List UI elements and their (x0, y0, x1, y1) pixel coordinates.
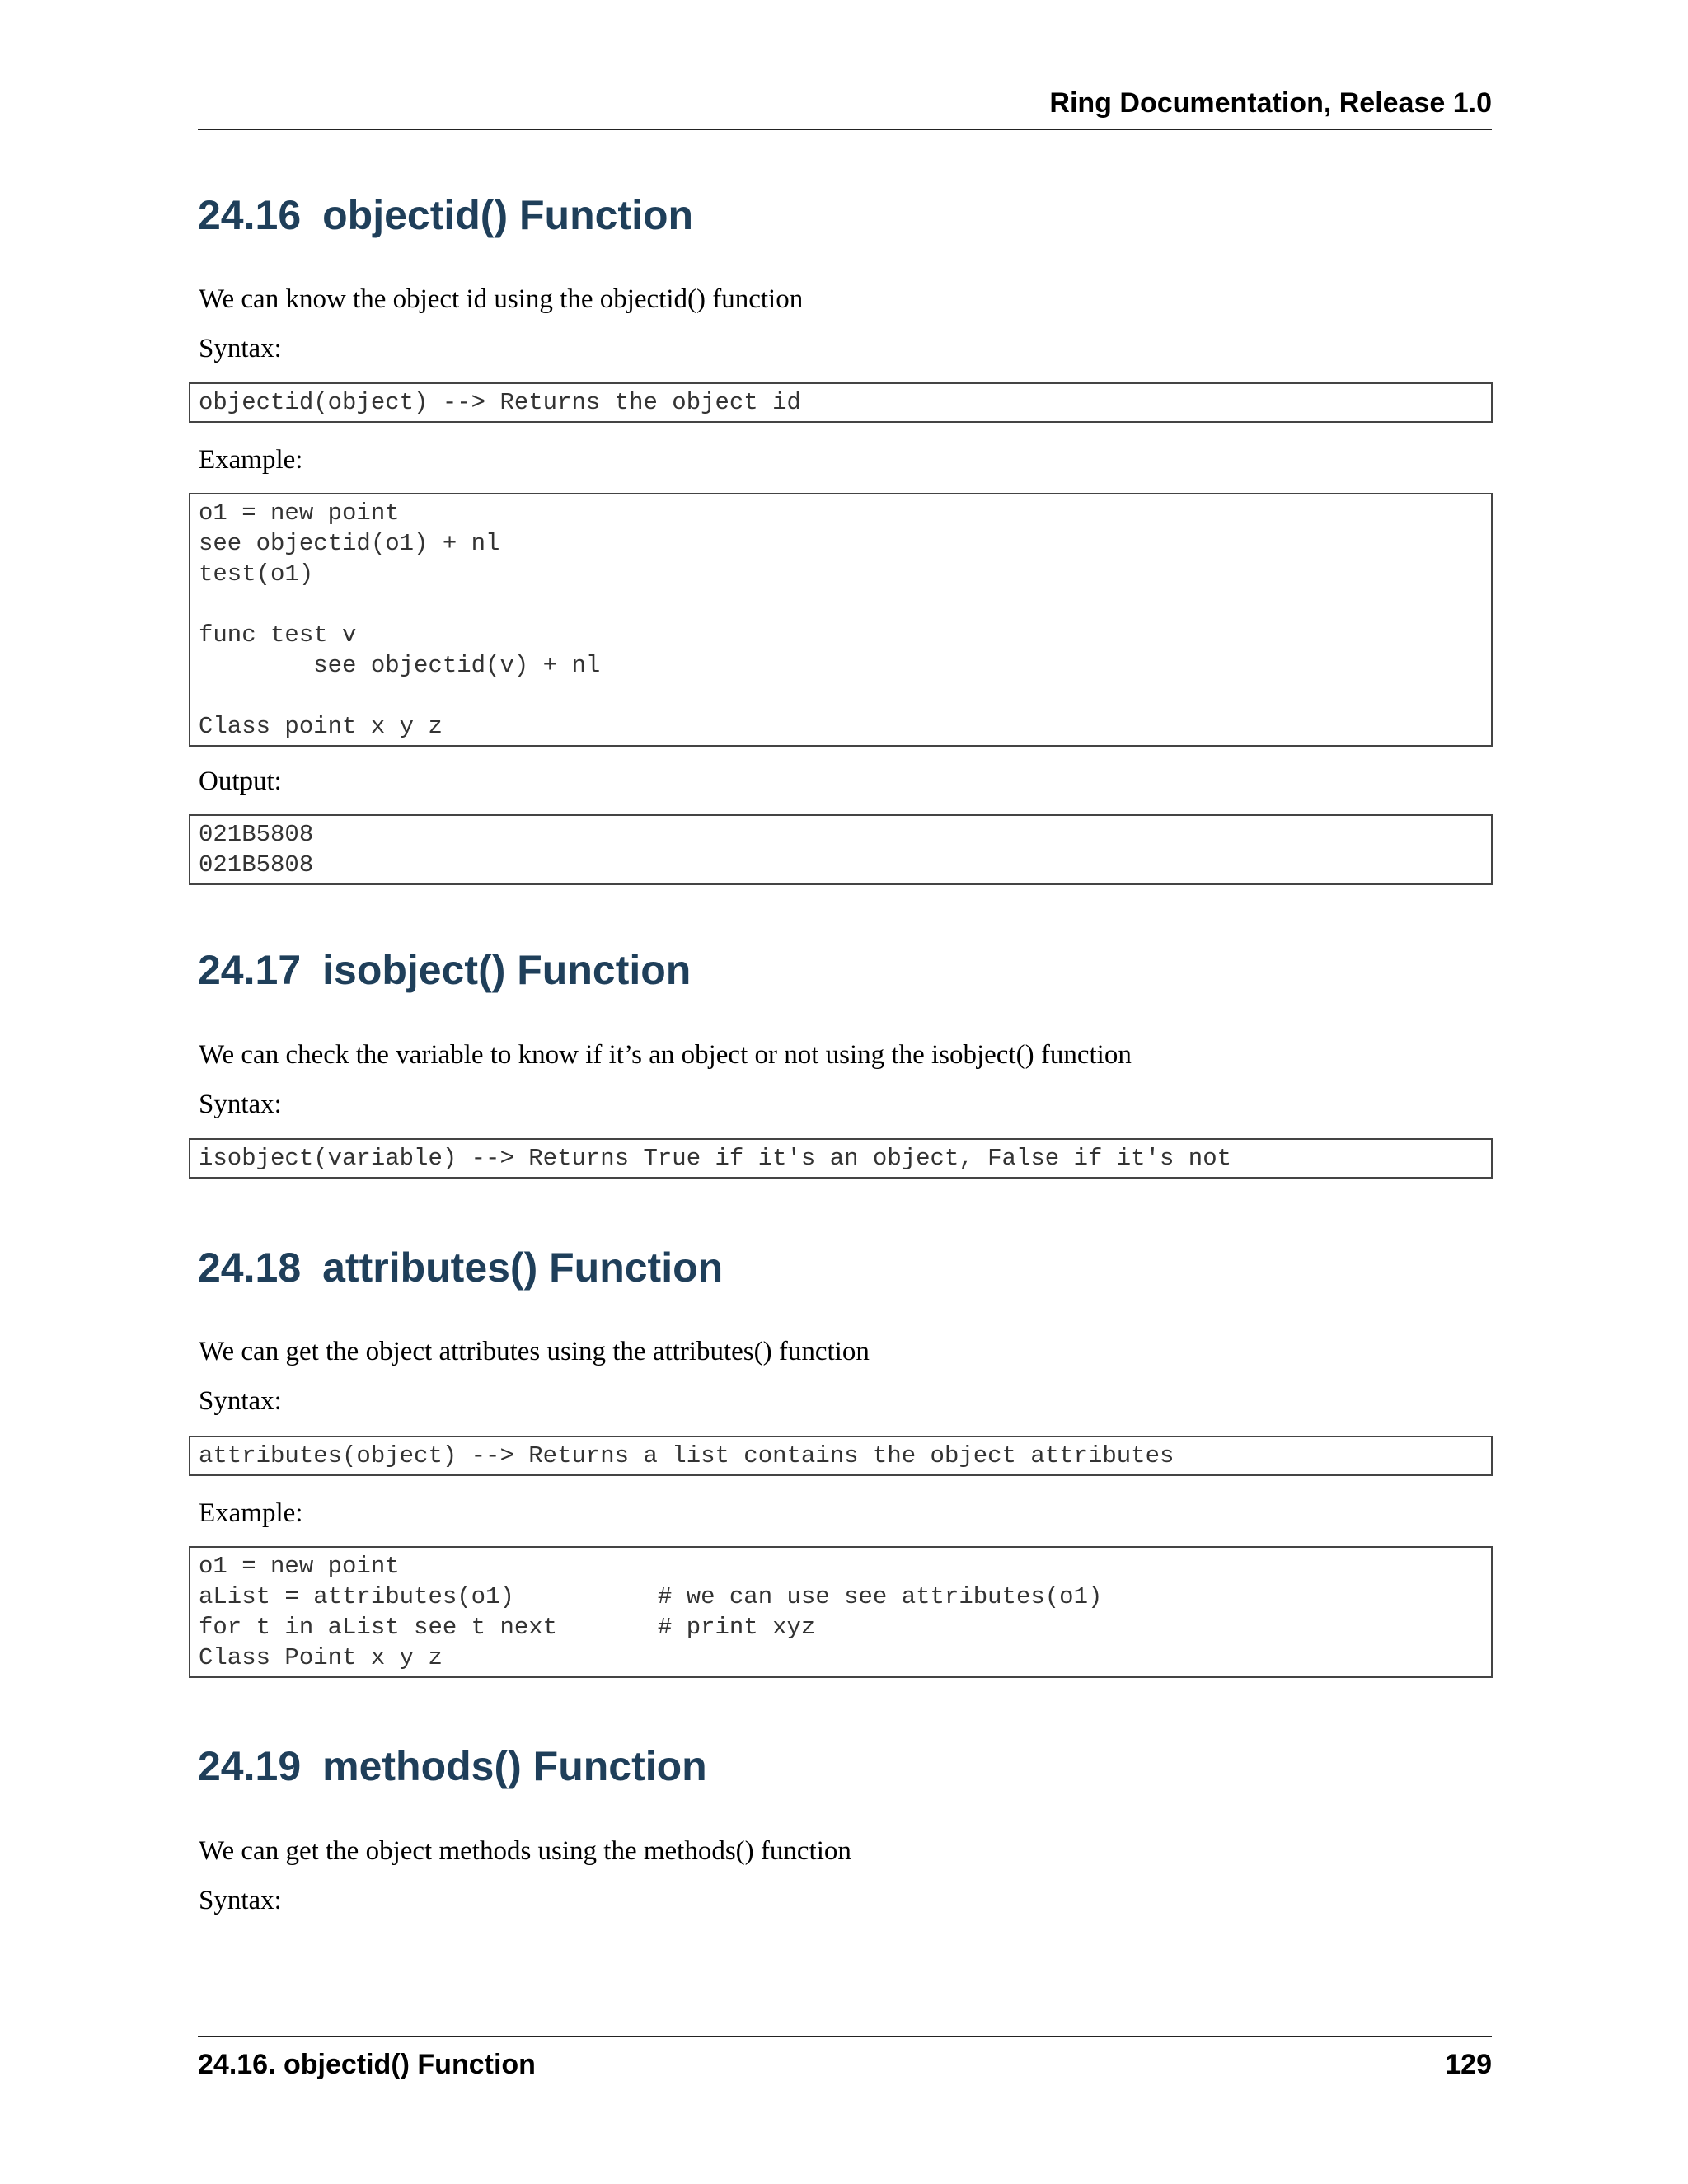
section-heading-objectid (198, 191, 693, 239)
syntax-label: Syntax: (199, 1386, 282, 1416)
syntax-code-block (189, 1436, 1493, 1476)
code-line: attributes(object) --> Returns a list contains the object attributes (199, 1442, 1175, 1469)
example-code-block (189, 493, 1493, 747)
page-number: 129 (1445, 2049, 1492, 2080)
code-line: aList = attributes(o1) # we can use see attributes(o1) (199, 1583, 1103, 1610)
output-code-block (189, 814, 1493, 885)
section-title: objectid() Function (322, 192, 694, 238)
syntax-code-block (189, 382, 1493, 423)
code-line: isobject(variable) --> Returns True if it's an object, False if it's not (199, 1145, 1232, 1172)
code-line: func test v (199, 621, 357, 649)
section-intro: We can get the object attributes using the attributes() function (199, 1337, 870, 1366)
running-footer (198, 2036, 1492, 2087)
code-line: 021B5808 (199, 851, 314, 879)
document-title: Ring Documentation, Release 1.0 (1049, 87, 1492, 119)
output-label: Output: (199, 766, 282, 796)
section-number: 24.16 (198, 192, 302, 238)
code-line: for t in aList see t next # print xyz (199, 1614, 816, 1641)
code-line (199, 589, 1483, 620)
section-title: methods() Function (322, 1743, 707, 1789)
section-intro: We can know the object id using the objectid() function (199, 284, 804, 314)
code-line: o1 = new point (199, 1553, 400, 1580)
code-line: Class Point x y z (199, 1644, 443, 1671)
code-line: see objectid(o1) + nl (199, 530, 500, 557)
section-intro: We can get the object methods using the methods() function (199, 1836, 851, 1866)
example-label: Example: (199, 445, 303, 475)
code-line: o1 = new point (199, 499, 400, 527)
example-label: Example: (199, 1498, 303, 1528)
section-number: 24.17 (198, 947, 302, 993)
syntax-label: Syntax: (199, 334, 282, 363)
section-intro: We can check the variable to know if it’s an object or not using the isobject() function (199, 1040, 1132, 1070)
example-code-block (189, 1546, 1493, 1678)
code-line: see objectid(v) + nl (199, 652, 601, 679)
section-heading-attributes (198, 1244, 723, 1291)
section-title: attributes() Function (322, 1244, 724, 1291)
code-line (199, 681, 1483, 711)
section-heading-isobject (198, 946, 691, 994)
syntax-label: Syntax: (199, 1886, 282, 1915)
running-header (198, 89, 1492, 130)
syntax-label: Syntax: (199, 1090, 282, 1119)
section-number: 24.19 (198, 1743, 302, 1789)
syntax-code-block (189, 1138, 1493, 1179)
code-line: 021B5808 (199, 821, 314, 848)
code-line: Class point x y z (199, 713, 443, 740)
section-number: 24.18 (198, 1244, 302, 1291)
section-heading-methods (198, 1742, 707, 1790)
code-line: test(o1) (199, 560, 314, 588)
section-title: isobject() Function (322, 947, 692, 993)
footer-section-title: 24.16. objectid() Function (198, 2049, 536, 2080)
code-line: objectid(object) --> Returns the object id (199, 389, 801, 416)
